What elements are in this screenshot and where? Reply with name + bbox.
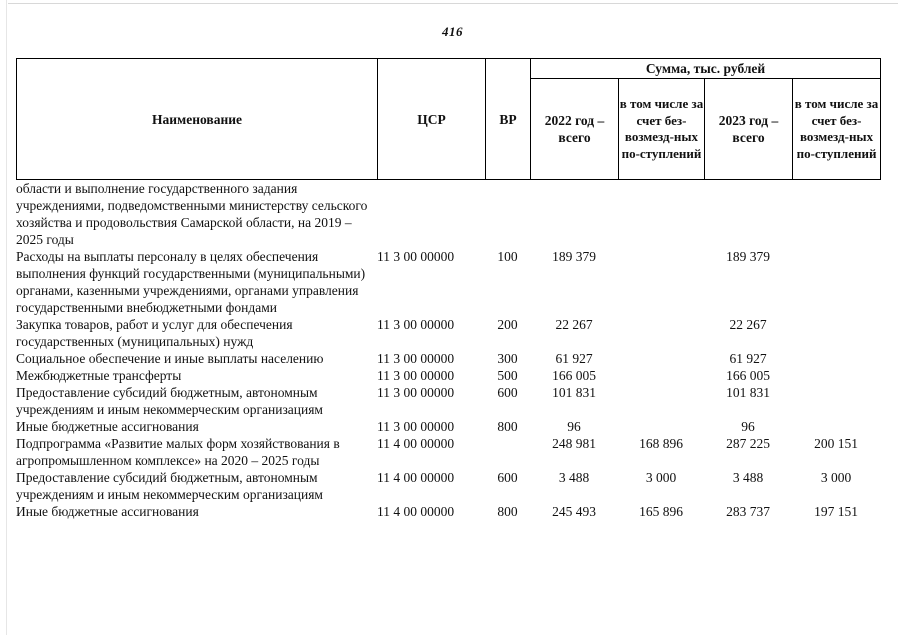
row-2022-grants <box>618 384 704 418</box>
row-2023-grants <box>792 418 880 435</box>
row-vr: 600 <box>497 385 518 400</box>
row-2023-grants <box>792 350 880 367</box>
row-2022-total: 166 005 <box>552 368 596 383</box>
row-2023-grants: 197 151 <box>814 504 858 519</box>
row-2022-grants: 168 896 <box>639 436 683 451</box>
row-2022-grants <box>618 316 704 350</box>
row-2022-total: 61 927 <box>555 351 593 366</box>
row-2023-total: 189 379 <box>726 249 770 264</box>
row-csr: 11 3 00 00000 <box>377 317 455 332</box>
row-2022-total: 245 493 <box>552 504 596 519</box>
header-2023-total: 2023 год – всего <box>705 79 793 180</box>
row-csr: 11 4 00 00000 <box>377 436 455 451</box>
header-vr: ВР <box>486 59 531 180</box>
row-csr: 11 3 00 00000 <box>377 351 455 366</box>
row-csr: 11 3 00 00000 <box>377 368 455 383</box>
table-row <box>16 248 880 316</box>
table-row <box>16 350 880 367</box>
row-2023-total: 283 737 <box>726 504 770 519</box>
row-name: Закупка товаров, работ и услуг для обеспечения государственных (муниципальных) нужд <box>16 317 293 349</box>
row-2023-grants: 3 000 <box>820 470 852 485</box>
table-body <box>16 180 880 520</box>
row-2022-grants <box>618 350 704 367</box>
row-2023-total: 287 225 <box>726 436 770 451</box>
table-row <box>16 180 880 248</box>
row-2023-total: 101 831 <box>726 385 770 400</box>
row-name: Предоставление субсидий бюджетным, автономным учреждениям и иным некоммерческим организациям <box>16 470 323 502</box>
row-2023-total: 3 488 <box>732 470 764 485</box>
table-row <box>16 469 880 503</box>
row-2023-grants <box>792 316 880 350</box>
header-sum-group: Сумма, тыс. рублей <box>531 59 881 79</box>
row-vr: 800 <box>497 504 518 519</box>
row-name: Подпрограмма «Развитие малых форм хозяйствования в агропромышленном комплексе» на 2020 – 2025 годы <box>16 436 340 468</box>
row-name: Расходы на выплаты персоналу в целях обеспечения выполнения функций государственными (муниципальными) органами, казенными учреждениями, органами управления государственными внебюджетными фондами <box>16 249 366 315</box>
table-header <box>16 58 881 180</box>
header-2023-grants: в том числе за счет без-возмезд-ных по-ступлений <box>793 79 881 180</box>
row-2022-grants <box>618 418 704 435</box>
row-vr: 300 <box>497 351 518 366</box>
header-2022-total: 2022 год – всего <box>531 79 619 180</box>
row-2023-total <box>704 180 792 248</box>
table-row <box>16 435 880 469</box>
row-vr: 600 <box>497 470 518 485</box>
row-vr <box>485 435 530 469</box>
row-2023-grants <box>792 180 880 248</box>
header-csr: ЦСР <box>378 59 486 180</box>
row-vr: 500 <box>497 368 518 383</box>
row-2022-grants: 3 000 <box>645 470 677 485</box>
row-2023-grants <box>792 248 880 316</box>
row-vr: 200 <box>497 317 518 332</box>
row-2023-grants <box>792 384 880 418</box>
row-2023-grants <box>792 367 880 384</box>
row-2022-grants <box>618 180 704 248</box>
row-2023-total: 61 927 <box>729 351 767 366</box>
row-2023-grants: 200 151 <box>814 436 858 451</box>
row-2022-total: 3 488 <box>558 470 590 485</box>
table-row <box>16 503 880 520</box>
page-number: 416 <box>442 24 463 39</box>
row-csr: 11 4 00 00000 <box>377 470 455 485</box>
header-name: Наименование <box>17 59 378 180</box>
table-row <box>16 316 880 350</box>
row-2022-total: 189 379 <box>552 249 596 264</box>
scan-left-edge <box>6 0 7 635</box>
row-name: Межбюджетные трансферты <box>16 368 182 383</box>
table-row <box>16 418 880 435</box>
row-name: Иные бюджетные ассигнования <box>16 504 199 519</box>
row-name: Иные бюджетные ассигнования <box>16 419 199 434</box>
header-2022-grants: в том числе за счет без-возмезд-ных по-ступлений <box>619 79 705 180</box>
row-2022-grants: 165 896 <box>639 504 683 519</box>
row-2022-total: 248 981 <box>552 436 596 451</box>
row-vr <box>485 180 530 248</box>
row-2022-grants <box>618 248 704 316</box>
table-row <box>16 384 880 418</box>
table-row <box>16 367 880 384</box>
row-2022-total: 22 267 <box>555 317 593 332</box>
row-csr <box>377 180 485 248</box>
row-name: области и выполнение государственного задания учреждениями, подведомственными министерству сельского хозяйства и продовольствия Самарской области, на 2019 – 2025 годы <box>16 181 368 247</box>
row-vr: 100 <box>497 249 518 264</box>
row-csr: 11 3 00 00000 <box>377 385 455 400</box>
row-vr: 800 <box>497 419 518 434</box>
row-2022-grants <box>618 367 704 384</box>
row-2023-total: 96 <box>741 419 755 434</box>
row-2023-total: 22 267 <box>729 317 767 332</box>
scan-border-line <box>8 3 898 4</box>
row-2022-total <box>530 180 618 248</box>
row-2023-total: 166 005 <box>726 368 770 383</box>
row-name: Социальное обеспечение и иные выплаты населению <box>16 351 324 366</box>
row-2022-total: 96 <box>567 419 581 434</box>
row-2022-total: 101 831 <box>552 385 596 400</box>
row-csr: 11 3 00 00000 <box>377 249 455 264</box>
row-name: Предоставление субсидий бюджетным, автономным учреждениям и иным некоммерческим организациям <box>16 385 323 417</box>
row-csr: 11 3 00 00000 <box>377 419 455 434</box>
row-csr: 11 4 00 00000 <box>377 504 455 519</box>
